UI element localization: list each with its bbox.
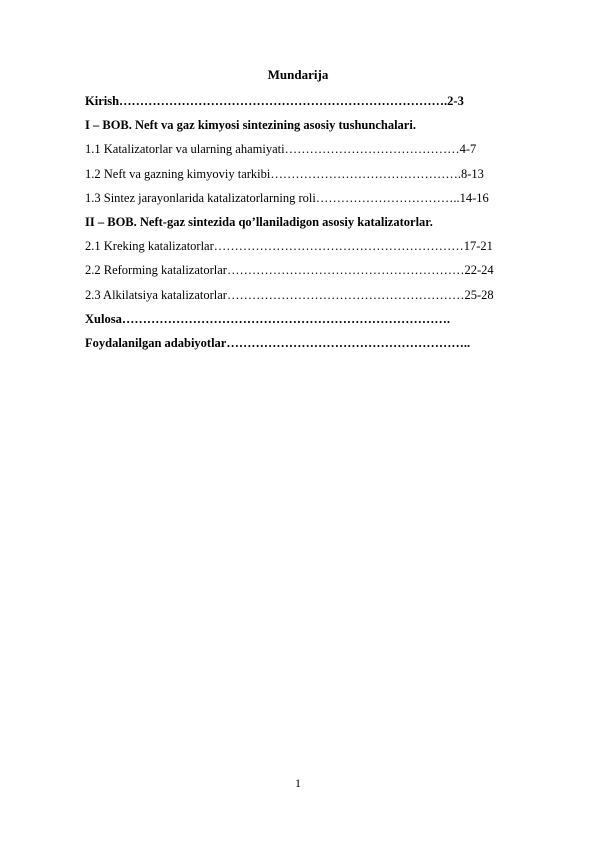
page-number: 1 <box>295 776 301 790</box>
toc-entry: Kirish…………………………………………………………………….2-3 <box>85 94 464 108</box>
toc-entry: Foydalanilgan adabiyotlar………………………………………………….. <box>85 335 471 350</box>
toc-entry: 2.1 Kreking katalizatorlar……………………………………………………17-21 <box>85 239 493 254</box>
toc-entry: 2.3 Alkilatsiya katalizatorlar…………………………………………………25-28 <box>85 287 494 302</box>
page-title: Mundarija <box>267 67 329 82</box>
toc-entry: 1.2 Neft va gazning kimyoviy tarkibi……………………………………….8-13 <box>85 166 484 181</box>
toc-chapter-heading: I – BOB. Neft va gaz kimyosi sintezining asosiy tushunchalari. <box>85 118 416 133</box>
toc-entry: 1.1 Katalizatorlar va ularning ahamiyati……………………………………4-7 <box>85 142 477 157</box>
toc-chapter-heading: II – BOB. Neft-gaz sintezida qo’llaniladigon asosiy katalizatorlar. <box>85 214 433 229</box>
toc-entry: Xulosa……………………………………………………………………. <box>85 311 450 326</box>
table-of-contents <box>85 89 555 355</box>
toc-entry: 1.3 Sintez jarayonlarida katalizatorlarning roli……………………………..14-16 <box>85 190 489 205</box>
toc-entry: 2.2 Reforming katalizatorlar…………………………………………………22-24 <box>85 263 494 278</box>
